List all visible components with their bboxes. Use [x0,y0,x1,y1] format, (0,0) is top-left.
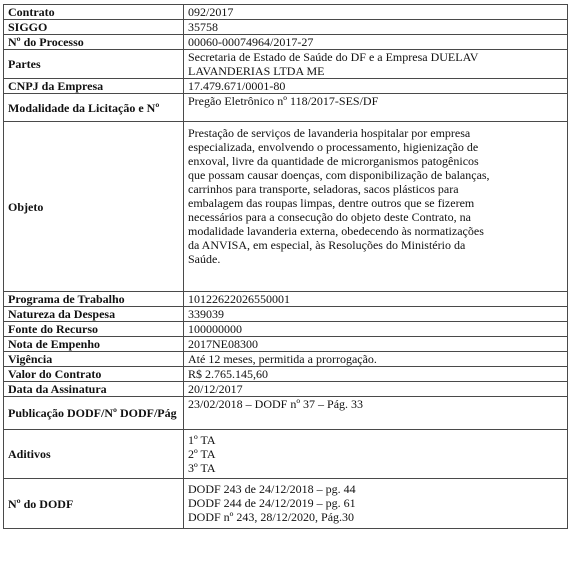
value-processo [184,35,568,50]
row-vigencia [4,352,568,367]
value-line: DODF 243 de 24/12/2018 – pg. 44 [188,482,356,496]
label-empenho: Nota de Empenho [4,337,184,352]
value-line: necessários para a consecução do objeto deste Contrato, na [188,210,471,224]
value-objeto [184,122,568,292]
value-line: 23/02/2018 – DODF nº 37 – Pág. 33 [188,397,364,411]
value-line: que possam causar doenças, com disponibilização de balanças, [188,168,490,182]
label-contrato: Contrato [4,5,184,20]
value-line: 3º TA [188,461,216,475]
row-objeto [4,122,568,292]
contract-summary-document [3,4,567,529]
row-aditivos [4,430,568,479]
label-natureza: Natureza da Despesa [4,307,184,322]
row-empenho [4,337,568,352]
value-line: Saúde. [188,252,221,266]
label-assinatura: Data da Assinatura [4,382,184,397]
value-line: Pregão Eletrônico nº 118/2017-SES/DF [188,94,379,108]
value-publicacao [184,397,568,430]
row-partes [4,50,568,79]
value-siggo [184,20,568,35]
row-programa [4,292,568,307]
value-partes [184,50,568,79]
value-line: modalidade lavanderia externa, obedecendo às normatizações [188,224,484,238]
value-assinatura [184,382,568,397]
label-publicacao: Publicação DODF/Nº DODF/Pág [4,397,184,430]
label-programa: Programa de Trabalho [4,292,184,307]
label-modalidade: Modalidade da Licitação e Nº [4,94,184,122]
value-empenho [184,337,568,352]
value-programa [184,292,568,307]
value-line: DODF 244 de 24/12/2019 – pg. 61 [188,496,356,510]
label-siggo: SIGGO [4,20,184,35]
value-line: enxoval, livre da quantidade de microrganismos patogênicos [188,154,479,168]
contract-details-table [3,4,568,529]
value-line: 10122622026550001 [188,292,290,306]
value-line: carrinhos para transporte, seladoras, sacos plásticos para [188,182,459,196]
value-dodf [184,479,568,529]
value-line: embalagem das roupas limpas, dentre outros que se fizerem [188,196,475,210]
value-line: 17.479.671/0001-80 [188,79,286,93]
value-line: Prestação de serviços de lavanderia hospitalar por empresa [188,126,471,140]
value-modalidade [184,94,568,122]
row-assinatura [4,382,568,397]
value-line: 2017NE08300 [188,337,258,351]
row-contrato [4,5,568,20]
value-line: 00060-00074964/2017-27 [188,35,314,49]
value-line: 100000000 [188,322,242,336]
row-natureza [4,307,568,322]
value-contrato [184,5,568,20]
value-line: LAVANDERIAS LTDA ME [188,64,325,78]
label-fonte: Fonte do Recurso [4,322,184,337]
value-line: R$ 2.765.145,60 [188,367,269,381]
row-modalidade [4,94,568,122]
value-line: 1º TA [188,433,216,447]
value-line: especializada, envolvendo o processamento, higienização de [188,140,479,154]
value-line: 20/12/2017 [188,382,243,396]
value-natureza [184,307,568,322]
row-publicacao [4,397,568,430]
label-cnpj: CNPJ da Empresa [4,79,184,94]
value-vigencia [184,352,568,367]
label-objeto: Objeto [4,122,184,292]
value-line: 35758 [188,20,218,34]
label-valor: Valor do Contrato [4,367,184,382]
label-dodf: Nº do DODF [4,479,184,529]
value-cnpj [184,79,568,94]
value-line: da ANVISA, em especial, às Resoluções do Ministério da [188,238,466,252]
row-fonte [4,322,568,337]
row-siggo [4,20,568,35]
label-vigencia: Vigência [4,352,184,367]
value-line: DODF nº 243, 28/12/2020, Pág.30 [188,510,355,524]
label-partes: Partes [4,50,184,79]
value-line: 2º TA [188,447,216,461]
value-aditivos [184,430,568,479]
label-processo: Nº do Processo [4,35,184,50]
value-line: Secretaria de Estado de Saúde do DF e a Empresa DUELAV [188,50,479,64]
label-aditivos: Aditivos [4,430,184,479]
value-fonte [184,322,568,337]
row-valor [4,367,568,382]
value-line: Até 12 meses, permitida a prorrogação. [188,352,377,366]
value-valor [184,367,568,382]
row-processo [4,35,568,50]
value-line: 339039 [188,307,224,321]
row-cnpj [4,79,568,94]
value-line: 092/2017 [188,5,234,19]
row-dodf [4,479,568,529]
